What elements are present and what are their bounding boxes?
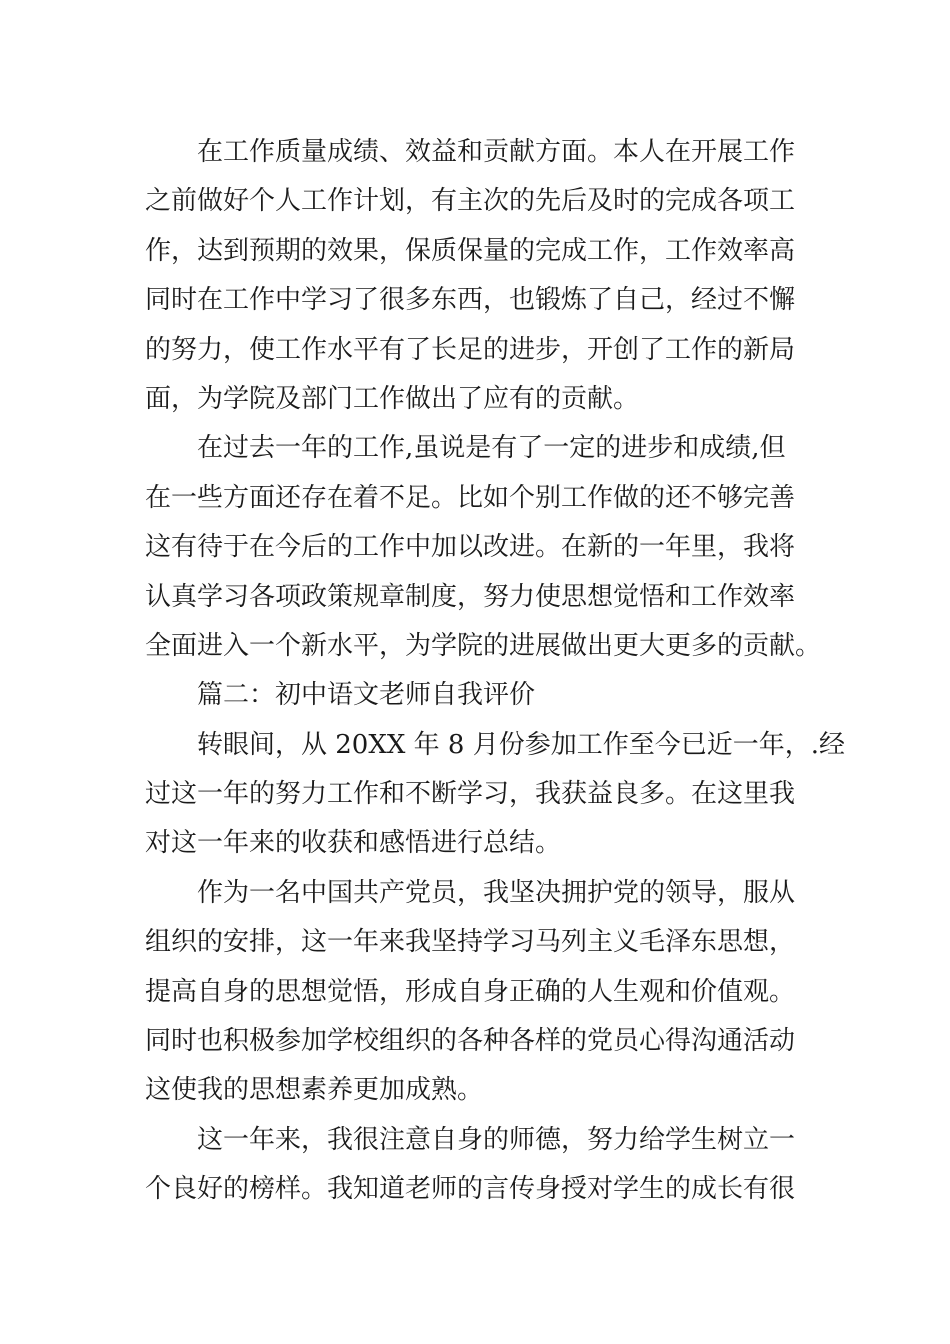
- paragraph-3-line: 转眼间，从 20XX 年 8 月份参加工作至今已近一年，.经: [197, 729, 845, 760]
- paragraph-2-line: 在过去一年的工作,虽说是有了一定的进步和成绩,但: [197, 433, 786, 464]
- paragraph-1-line: 的努力，使工作水平有了长足的进步，开创了工作的新局: [145, 334, 796, 365]
- paragraph-1-line: 之前做好个人工作计划，有主次的先后及时的完成各项工: [145, 186, 796, 217]
- paragraph-4-line: 组织的安排，这一年来我坚持学习马列主义毛泽东思想，: [145, 927, 796, 958]
- paragraph-3-line: 对这一年来的收获和感悟进行总结。: [145, 828, 562, 859]
- paragraph-5-line: 这一年来，我很注意自身的师德，努力给学生树立一: [197, 1124, 796, 1155]
- paragraph-2-line: 这有待于在今后的工作中加以改进。在新的一年里，我将: [145, 532, 796, 563]
- paragraph-2-line: 在一些方面还存在着不足。比如个别工作做的还不够完善: [145, 482, 796, 513]
- paragraph-1-line: 面，为学院及部门工作做出了应有的贡献。: [145, 383, 640, 414]
- paragraph-1-line: 同时在工作中学习了很多东西，也锻炼了自己，经过不懈: [145, 285, 796, 316]
- paragraph-4-line: 作为一名中国共产党员，我坚决拥护党的领导，服从: [197, 877, 796, 908]
- section-heading: 篇二：初中语文老师自我评价: [197, 680, 536, 711]
- paragraph-1-line: 作，达到预期的效果，保质保量的完成工作，工作效率高: [145, 235, 796, 266]
- paragraph-4-line: 同时也积极参加学校组织的各种各样的党员心得沟通活动: [145, 1026, 796, 1057]
- paragraph-2-line: 全面进入一个新水平，为学院的进展做出更大更多的贡献。: [145, 630, 822, 661]
- paragraph-3-line: 过这一年的努力工作和不断学习，我获益良多。在这里我: [145, 779, 796, 810]
- paragraph-4-line: 提高自身的思想觉悟，形成自身正确的人生观和价值观。: [145, 976, 796, 1007]
- paragraph-5-line: 个良好的榜样。我知道老师的言传身授对学生的成长有很: [145, 1174, 796, 1205]
- paragraph-4-line: 这使我的思想素养更加成熟。: [145, 1075, 484, 1106]
- paragraph-2-line: 认真学习各项政策规章制度，努力使思想觉悟和工作效率: [145, 581, 796, 612]
- body-text: [145, 128, 845, 1215]
- paragraph-1-line: 在工作质量成绩、效益和贡献方面。本人在开展工作: [197, 137, 796, 167]
